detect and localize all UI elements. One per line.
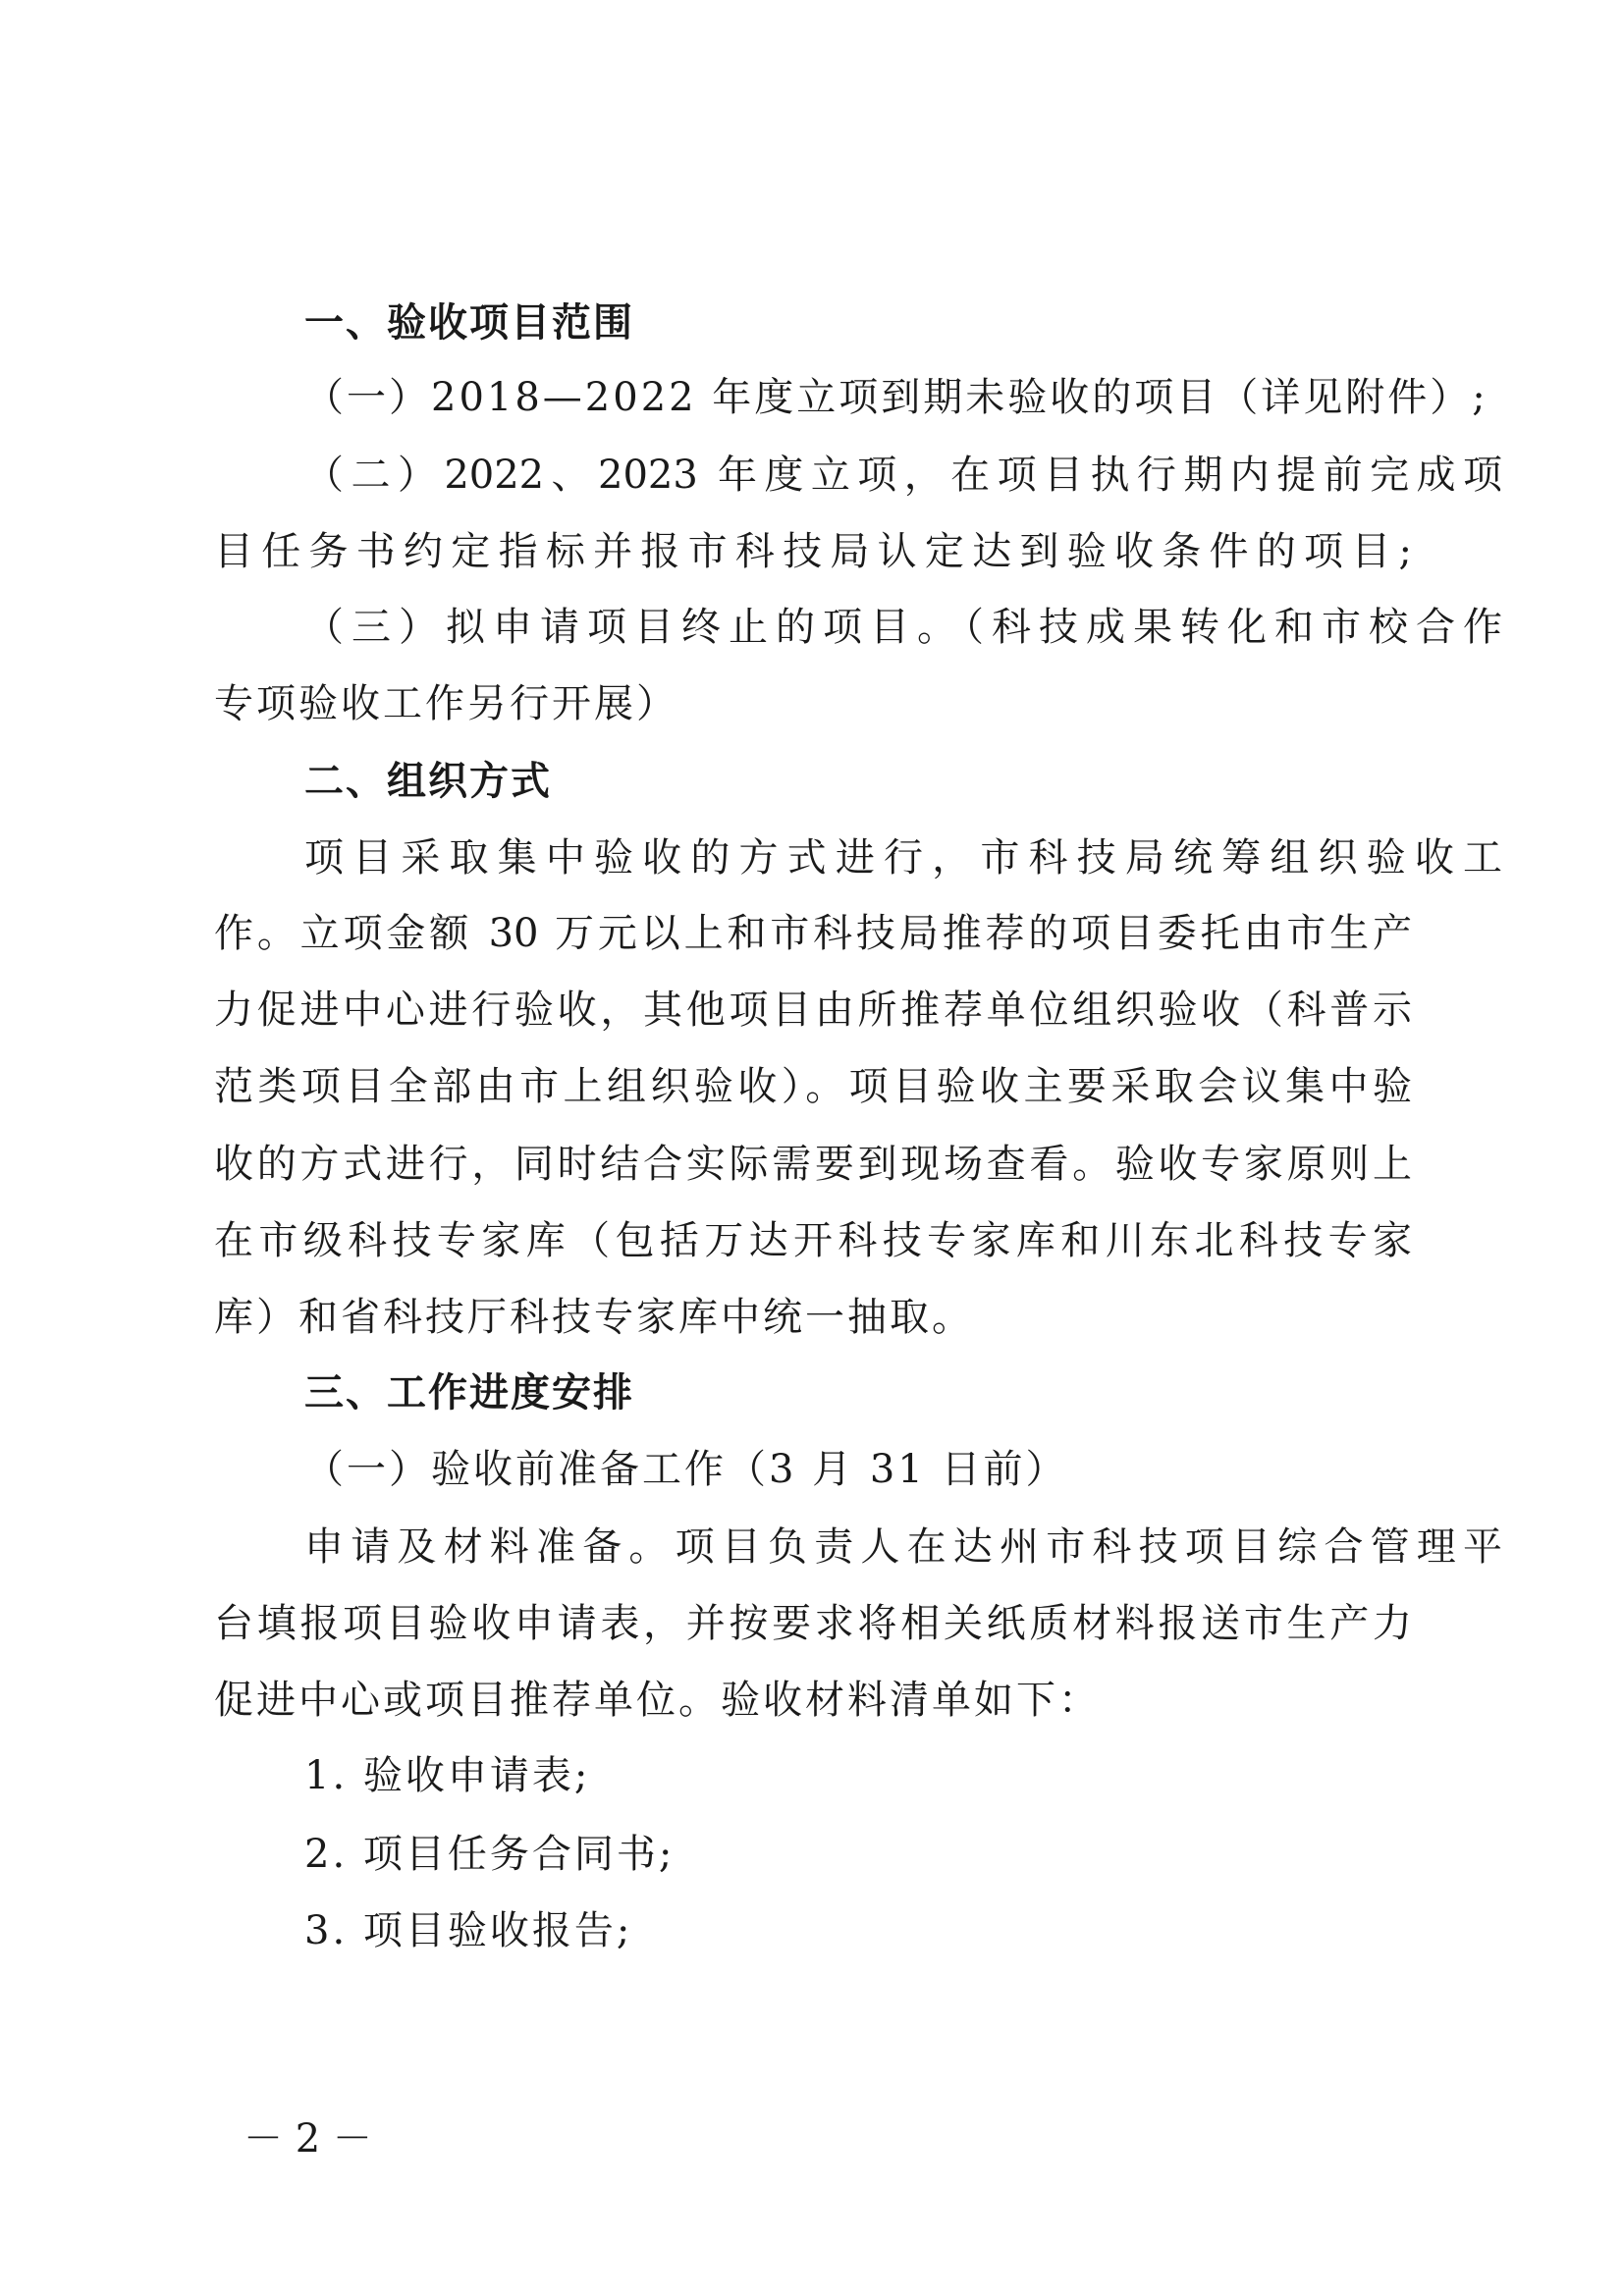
paragraph-line: 收的方式进行，同时结合实际需要到现场查看。验收专家原则上 <box>214 1142 1412 1187</box>
paragraph-line: （三）拟申请项目终止的项目。（科技成果转化和市校合作 <box>304 605 1502 650</box>
paragraph-line: 目任务书约定指标并报市科技局认定达到验收条件的项目; <box>214 529 1412 574</box>
paragraph-line: 作。立项金额 30 万元以上和市科技局推荐的项目委托由市生产 <box>214 911 1412 956</box>
page-number: － 2 － <box>243 2116 372 2162</box>
paragraph-line: 在市级科技专家库（包括万达开科技专家库和川东北科技专家 <box>214 1218 1412 1263</box>
section-heading-organization: 二、组织方式 <box>304 759 552 804</box>
subsection-heading: （一）验收前准备工作（3 月 31 日前） <box>304 1447 1068 1492</box>
paragraph-line: （二）2022、2023 年度立项，在项目执行期内提前完成项 <box>304 453 1502 498</box>
paragraph-line: 专项验收工作另行开展） <box>214 681 678 726</box>
list-item: 2. 项目任务合同书; <box>304 1832 676 1877</box>
paragraph-line: 申请及材料准备。项目负责人在达州市科技项目综合管理平 <box>304 1524 1502 1570</box>
paragraph-line: 库）和省科技厅科技专家库中统一抽取。 <box>214 1295 974 1340</box>
paragraph-line: 力促进中心进行验收，其他项目由所推荐单位组织验收（科普示 <box>214 988 1412 1033</box>
list-item: 1. 验收申请表; <box>304 1753 591 1798</box>
section-heading-schedule: 三、工作进度安排 <box>304 1370 634 1415</box>
section-heading-acceptance-scope: 一、验收项目范围 <box>304 300 634 346</box>
paragraph-line: （一）2018—2022 年度立项到期未验收的项目（详见附件）; <box>304 375 1488 420</box>
paragraph-line: 项目采取集中验收的方式进行，市科技局统筹组织验收工 <box>304 835 1502 881</box>
list-item: 3. 项目验收报告; <box>304 1908 633 1953</box>
paragraph-line: 促进中心或项目推荐单位。验收材料清单如下： <box>214 1678 1101 1723</box>
paragraph-line: 范类项目全部由市上组织验收）。项目验收主要采取会议集中验 <box>214 1064 1412 1109</box>
paragraph-line: 台填报项目验收申请表，并按要求将相关纸质材料报送市生产力 <box>214 1601 1412 1646</box>
